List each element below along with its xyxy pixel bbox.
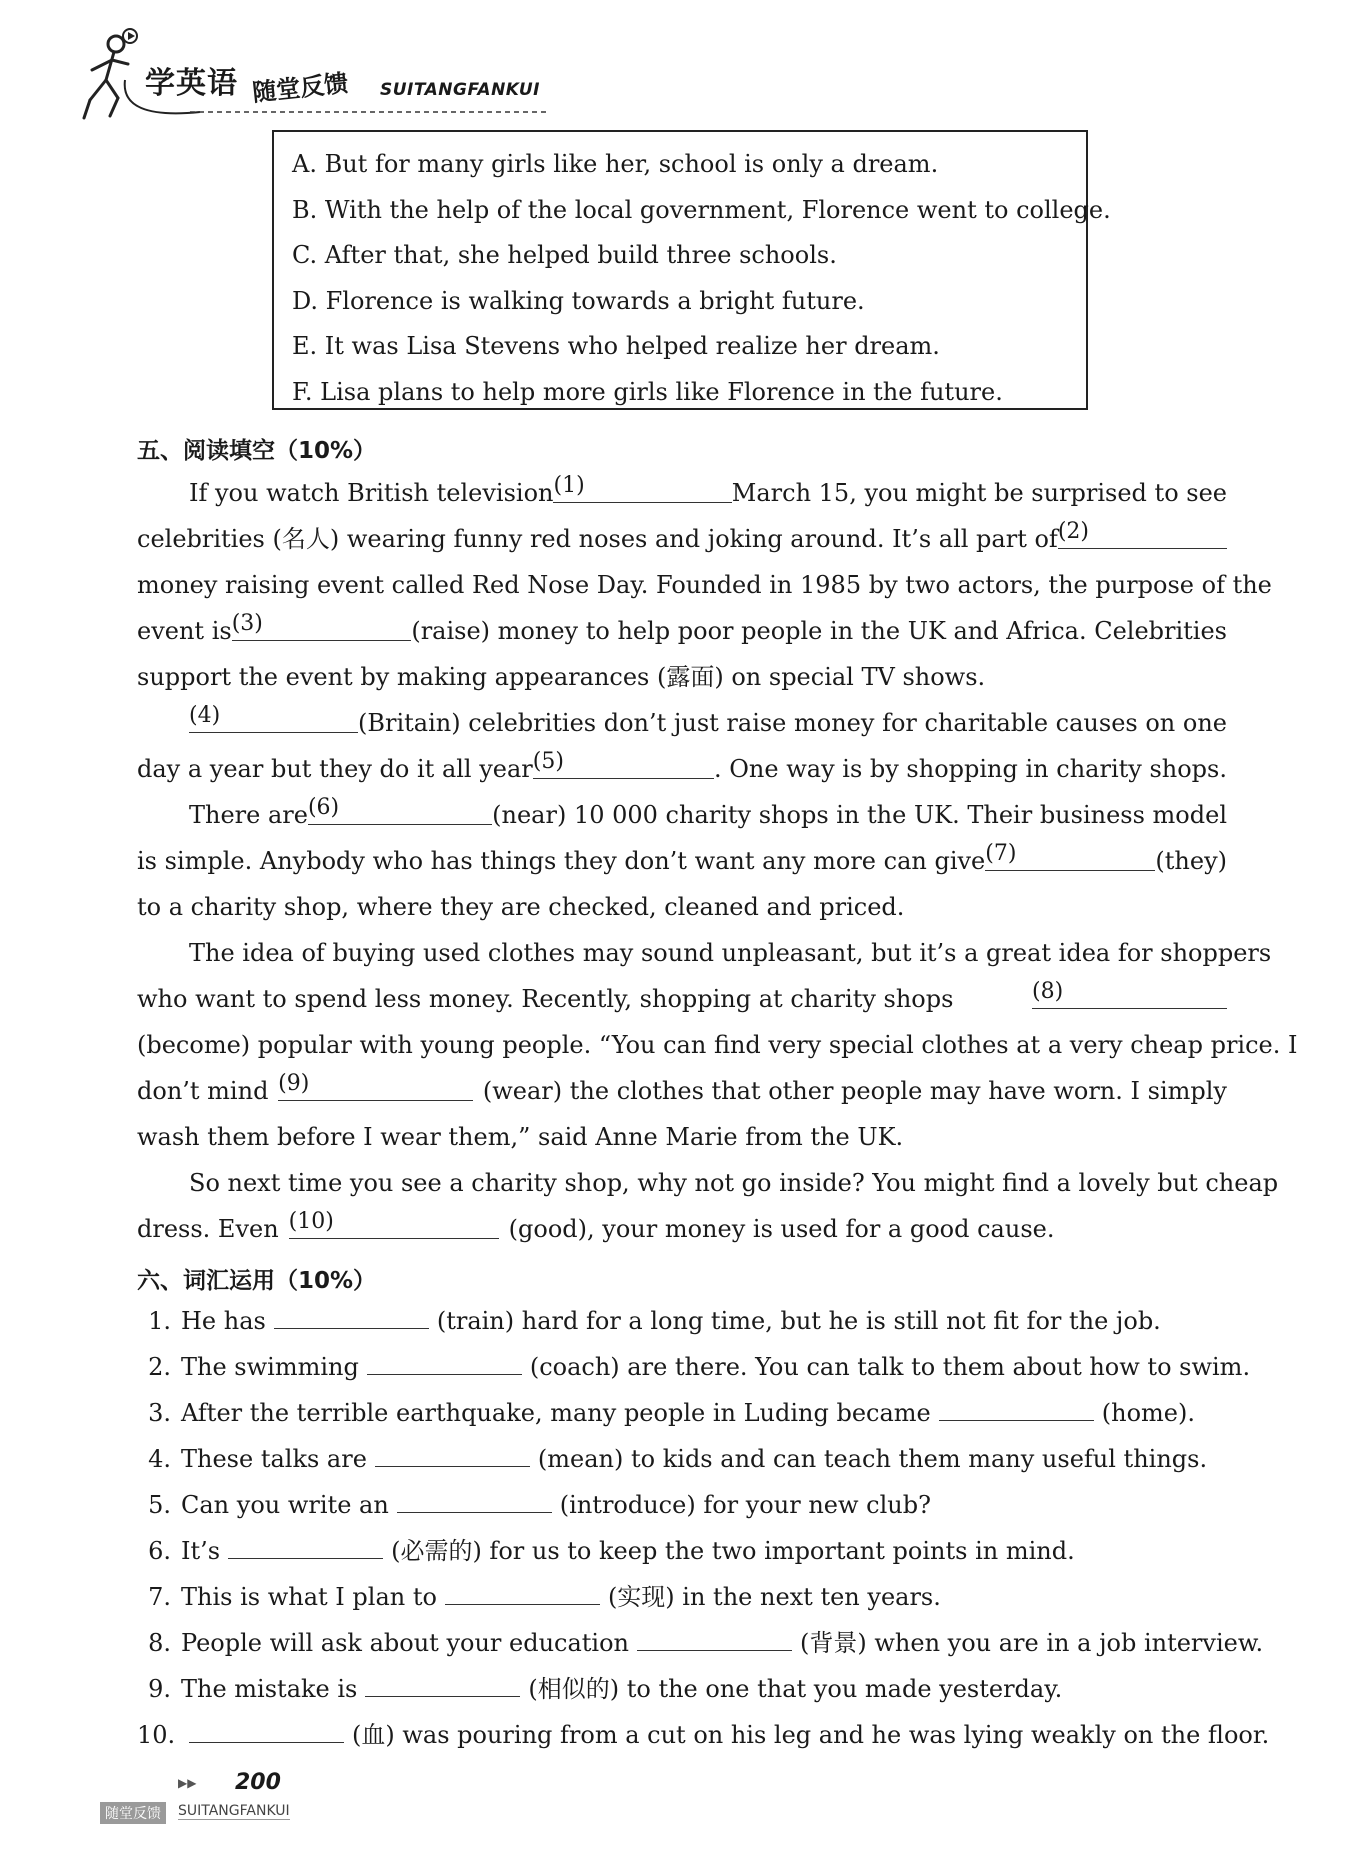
answer-blank-9[interactable]: (9) [278, 1068, 473, 1101]
footer-tag: 随堂反馈 [100, 1802, 166, 1824]
answer-blank-10[interactable]: (10) [289, 1206, 499, 1239]
passage-line: to a charity shop, where they are checked, cleaned and priced. [137, 893, 905, 921]
vocab-item: 7. This is what I plan to (实现) in the next ten years. [137, 1574, 1237, 1620]
vocab-blank[interactable] [637, 1620, 792, 1651]
passage-line: (4) (Britain) celebrities don’t just raise money for charitable causes on one [137, 700, 1227, 746]
footer-pinyin: SUITANGFANKUI [178, 1803, 290, 1819]
passage-line: (become) popular with young people. “You can find very special clothes at a very cheap price. I [137, 1031, 1298, 1059]
passage-line: There are (6) (near) 10 000 charity shops in the UK. Their business model [137, 792, 1227, 838]
vocab-blank[interactable] [189, 1712, 344, 1743]
vocab-blank[interactable] [445, 1574, 600, 1605]
vocabulary-list [137, 1298, 1270, 1758]
reading-passage [137, 470, 1298, 1252]
vocab-item: 1. He has (train) hard for a long time, but he is still not fit for the job. [137, 1298, 1237, 1344]
answer-blank-7[interactable]: (7) [985, 838, 1155, 871]
arrow-icon: ▶▶ [178, 1776, 197, 1790]
vocab-item: 6. It’s (必需的) for us to keep the two important points in mind. [137, 1528, 1237, 1574]
passage-line: support the event by making appearances (露面) on special TV shows. [137, 663, 986, 691]
answer-blank-5[interactable]: (5) [533, 746, 714, 779]
option-f: F. Lisa plans to help more girls like Florence in the future. [292, 377, 1003, 406]
passage-line: wash them before I wear them,” said Anne Marie from the UK. [137, 1123, 904, 1151]
passage-line: is simple. Anybody who has things they don’t want any more can give (7) (they) [137, 838, 1227, 884]
page-header [80, 20, 560, 125]
answer-blank-1[interactable]: (1) [553, 470, 731, 503]
passage-line: If you watch British television (1) March 15, you might be surprised to see [137, 470, 1227, 516]
vocab-blank[interactable] [375, 1436, 530, 1467]
vocab-blank[interactable] [397, 1482, 552, 1513]
answer-blank-8[interactable]: (8) [1032, 976, 1227, 1009]
answer-blank-6[interactable]: (6) [308, 792, 492, 825]
options-box [272, 130, 1111, 410]
passage-line: day a year but they do it all year (5) . One way is by shopping in charity shops. [137, 746, 1227, 792]
option-a: A. But for many girls like her, school is only a dream. [292, 150, 939, 178]
vocab-blank[interactable] [228, 1528, 383, 1559]
section6-title: 六、词汇运用（10%） [137, 1268, 377, 1294]
vocab-blank[interactable] [939, 1390, 1094, 1421]
vocab-item: 9. The mistake is (相似的) to the one that you made yesterday. [137, 1666, 1237, 1712]
page-footer [100, 1770, 400, 1830]
option-c: C. After that, she helped build three schools. [292, 241, 837, 269]
vocab-item: 10. (血) was pouring from a cut on his leg and he was lying weakly on the floor. [137, 1712, 1237, 1758]
header-subtitle: 随堂反馈 [251, 69, 350, 107]
passage-line: who want to spend less money. Recently, shopping at charity shops (8) [137, 976, 1227, 1022]
header-pinyin: SUITANGFANKUI [380, 80, 540, 100]
vocab-blank[interactable] [367, 1344, 522, 1375]
passage-line: The idea of buying used clothes may sound unpleasant, but it’s a great idea for shoppers [189, 939, 1272, 967]
answer-blank-3[interactable]: (3) [232, 608, 412, 641]
answer-blank-4[interactable]: (4) [189, 700, 358, 733]
header-title: 学英语 [145, 66, 238, 101]
option-d: D. Florence is walking towards a bright future. [292, 286, 865, 315]
vocab-blank[interactable] [365, 1666, 520, 1697]
passage-line: So next time you see a charity shop, why not go inside? You might find a lovely but cheap [189, 1169, 1279, 1197]
passage-line: celebrities (名人) wearing funny red noses and joking around. It’s all part of (2) [137, 516, 1227, 562]
section5-title: 五、阅读填空（10%） [137, 438, 377, 464]
page-number: 200 [235, 1770, 281, 1795]
vocab-item: 2. The swimming (coach) are there. You can talk to them about how to swim. [137, 1344, 1237, 1390]
vocab-item: 5. Can you write an (introduce) for your new club? [137, 1482, 1237, 1528]
vocab-item: 8. People will ask about your education (背景) when you are in a job interview. [137, 1620, 1237, 1666]
answer-blank-2[interactable]: (2) [1058, 516, 1227, 549]
passage-line: don’t mind (9) (wear) the clothes that other people may have worn. I simply [137, 1068, 1227, 1114]
vocab-item: 3. After the terrible earthquake, many people in Luding became (home). [137, 1390, 1237, 1436]
passage-line: dress. Even (10) (good), your money is used for a good cause. [137, 1206, 1227, 1252]
option-e: E. It was Lisa Stevens who helped realize her dream. [292, 332, 940, 360]
option-b: B. With the help of the local government, Florence went to college. [292, 195, 1111, 224]
vocab-item: 4. These talks are (mean) to kids and can teach them many useful things. [137, 1436, 1237, 1482]
passage-line: money raising event called Red Nose Day. Founded in 1985 by two actors, the purpose of the [137, 571, 1272, 599]
vocab-blank[interactable] [274, 1298, 429, 1329]
passage-line: event is (3) (raise) money to help poor people in the UK and Africa. Celebrities [137, 608, 1227, 654]
